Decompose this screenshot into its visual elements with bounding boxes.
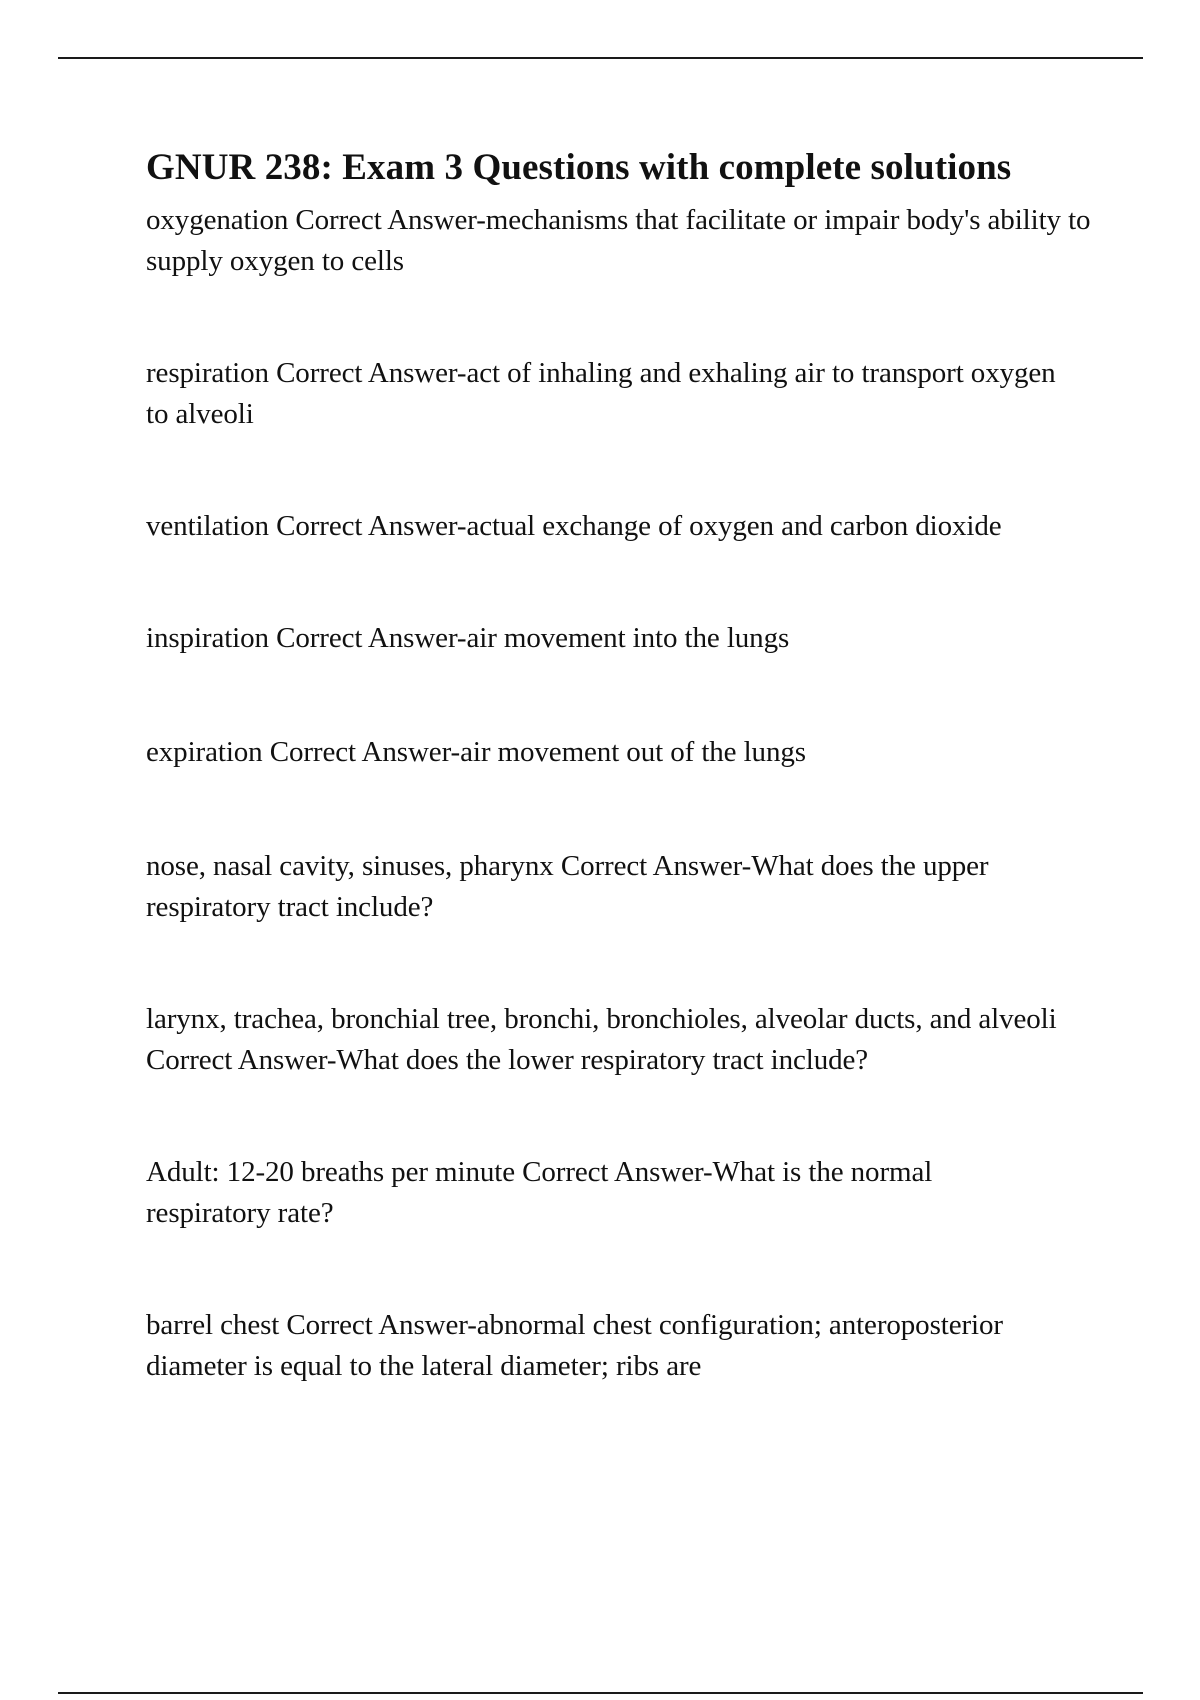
qa-entry-lower-respiratory-tract: larynx, trachea, bronchial tree, bronchi, bronchioles, alveolar ducts, and alveoli Correct Answer-What does the lower respiratory tract include? [146,1003,1057,1076]
qa-entry-inspiration: inspiration Correct Answer-air movement into the lungs [146,622,790,654]
qa-entry-oxygenation: oxygenation Correct Answer-mechanisms that facilitate or impair body's ability to supply oxygen to cells [146,204,1091,277]
qa-entry-respiratory-rate: Adult: 12-20 breaths per minute Correct Answer-What is the normal respiratory rate? [146,1156,933,1229]
qa-entry-upper-respiratory-tract: nose, nasal cavity, sinuses, pharynx Correct Answer-What does the upper respiratory tract include? [146,850,989,923]
qa-entry-expiration: expiration Correct Answer-air movement out of the lungs [146,736,806,768]
qa-entry-ventilation: ventilation Correct Answer-actual exchange of oxygen and carbon dioxide [146,510,1002,542]
qa-entry-barrel-chest: barrel chest Correct Answer-abnormal chest configuration; anteroposterior diameter is equal to the lateral diameter; ribs are [146,1309,1003,1382]
bottom-divider [58,1692,1143,1694]
top-divider [58,57,1143,59]
document-title: GNUR 238: Exam 3 Questions with complete solutions [146,147,1012,188]
qa-entry-respiration: respiration Correct Answer-act of inhaling and exhaling air to transport oxygen to alveoli [146,357,1056,430]
document-body [146,142,1106,1387]
